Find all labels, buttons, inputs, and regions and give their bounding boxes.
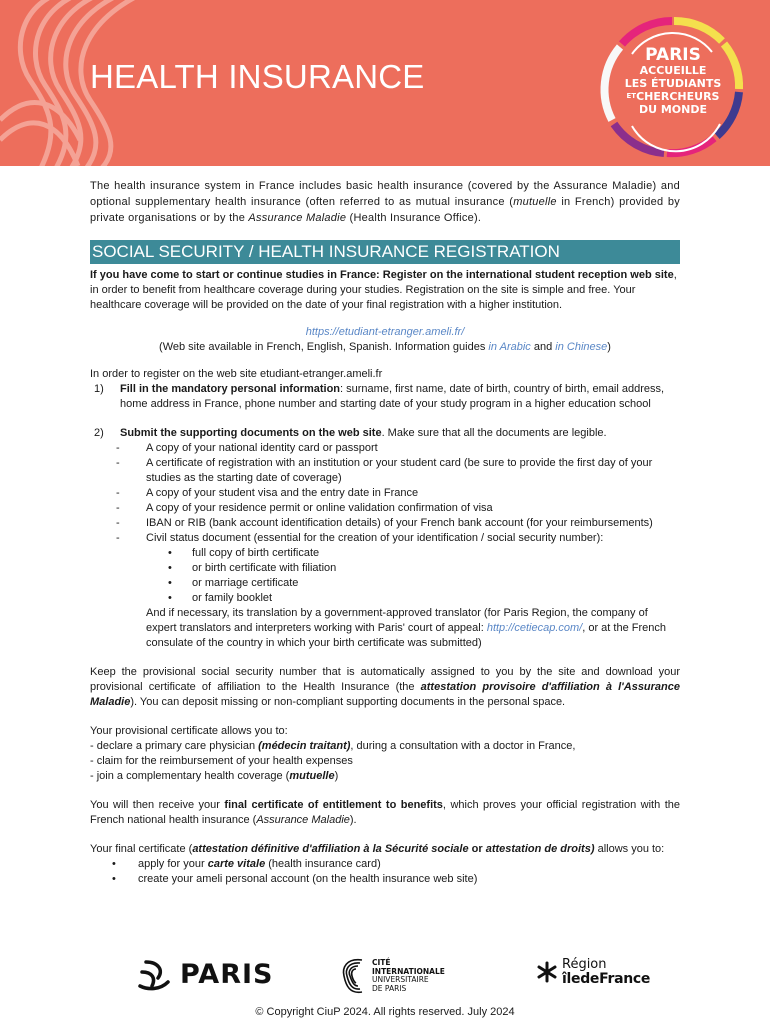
badge-line-et: ET [626,92,637,100]
guide-arabic-link[interactable]: in Arabic [488,341,531,353]
list-item: • or birth certificate with filiation [168,561,680,576]
list-item: - Civil status document (essential for the creation of your identification / social security number): • full copy of birth certificate • or birth certificate with filiation • or marriage certificate • or family booklet And if necessary, its translation by a government-approved translator (for Paris Region, the company of expert translators and interpreters working with Paris' court of appeal: http://cetiecap.com/, or at the French consulate of the country in which your birth certificate was submitted) [116,531,680,651]
header-banner [0,0,770,166]
provisional-paragraph: Keep the provisional social security number that is automatically assigned to you by the site and download your provisional certificate of affiliation to the Health Insurance (the attestation provisoire d'affiliation à l'Assurance Maladie). You can deposit missing or non-compliant supporting documents in the personal space. [90,666,681,708]
ciup-line-4: DE PARIS [372,983,407,993]
badge-line-accueille: ACCUEILLE [639,64,707,77]
ameli-website-link[interactable]: https://etudiant-etranger.ameli.fr/ [305,326,465,338]
step-1: 1) Fill in the mandatory personal information: surname, first name, date of birth, country of birth, email address, home address in France, phone number and starting date of your study program in a higher education school [94,383,665,410]
ciup-line-2: INTERNATIONALE [372,966,445,976]
region-line-1: Région [562,957,607,972]
step-1-bold: Fill in the mandatory personal information [120,383,341,395]
cetiecap-link[interactable]: http://cetiecap.com/ [486,622,583,634]
list-item: - A copy of your national identity card or passport [116,441,680,456]
final-certificate-paragraph: You will then receive your final certificate of entitlement to benefits, which proves your official registration with the French national health insurance (Assurance Maladie). [90,799,680,826]
list-item: • or marriage certificate [168,576,680,591]
page-title: HEALTH INSURANCE [90,58,425,95]
paris-logo-text: PARIS [180,958,274,990]
list-item: - declare a primary care physician (médecin traitant), during a consultation with a doctor in France, [90,740,576,752]
copyright: © Copyright CiuP 2024. All rights reserved. July 2024 [255,1006,515,1018]
badge-line-chercheurs: CHERCHEURS [636,90,720,103]
provisional-allows: Your provisional certificate allows you to: - declare a primary care physician (médecin traitant), during a consultation with a doctor in France, - claim for the reimbursement of your health expenses - join a complementary health coverage (mutuelle) [90,724,680,784]
list-item: • full copy of birth certificate [168,546,680,561]
main-content [90,178,680,887]
final-certificate-bold: final certificate of entitlement to benefits [224,799,443,811]
region-star-icon [536,961,558,983]
final-allows: Your final certificate (attestation définitive d'affiliation à la Sécurité sociale or attestation de droits) allows you to: • apply for your carte vitale (health insurance card) • create your ameli personal account (on the health insurance web site) [90,842,680,887]
list-item: • apply for your carte vitale (health insurance card) [112,857,680,872]
intro-paragraph: The health insurance system in France includes basic health insurance (covered by the Assurance Maladie) and optional supplementary health insurance (often referred to as mutual insurance (mutuelle in French) provided by private organisations or by the Assurance Maladie (Health Insurance Office). [90,180,680,224]
paris-ship-icon [136,956,172,992]
civil-status-list [146,546,680,606]
list-item: - A certificate of registration with an institution or your student card (be sure to provide the first day of your studies as the starting date of coverage) [116,456,680,486]
section-heading: SOCIAL SECURITY / HEALTH INSURANCE REGISTRATION [90,240,680,264]
lead-bold: If you have come to start or continue studies in France: Register on the international student reception web site [90,269,674,281]
website-block: https://etudiant-etranger.ameli.fr/ (Web site available in French, English, Spanish. Information guides in Arabic and in Chinese) [159,326,611,353]
badge-line-etudiants: LES ÉTUDIANTS [624,77,722,90]
footer-logos [0,952,770,1002]
step-2-bold: Submit the supporting documents on the web site [120,427,382,439]
badge-line-monde: DU MONDE [638,103,708,116]
intro-assurance-maladie: Assurance Maladie [248,212,347,224]
region-idf-logo [536,958,650,986]
list-item: - A copy of your residence permit or online validation confirmation of visa [116,501,680,516]
documents-list [90,441,680,651]
ciup-line-3: UNIVERSITAIRE [372,975,429,984]
steps-intro: In order to register on the web site etudiant-etranger.ameli.fr [90,368,383,380]
ciup-line-1: CITÉ [372,958,391,967]
paris-logo [136,956,274,992]
provisional-attestation: attestation provisoire d'affiliation à l'Assurance Maladie [90,681,681,708]
step-2: 2) Submit the supporting documents on the web site. Make sure that all the documents are legible. [94,427,607,439]
ciup-logo-icon [340,956,366,996]
list-item: • create your ameli personal account (on the health insurance web site) [112,872,680,887]
list-item: - join a complementary health coverage (mutuelle) [90,770,339,782]
list-item: - IBAN or RIB (bank account identification details) of your French bank account (for your reimbursements) [116,516,680,531]
intro-mutuelle: mutuelle [513,196,557,208]
badge-line-paris: PARIS [645,45,701,65]
paris-welcomes-badge [592,14,754,160]
translation-note: And if necessary, its translation by a government-approved translator (for Paris Region, the company of expert translators and interpreters working with Paris' court of appeal: http://cetiecap.com/, or at the French consulate of the country in which your birth certificate was submitted) [146,607,666,649]
region-line-2: îledeFrance [562,971,651,987]
list-item: • or family booklet [168,591,680,606]
lead-paragraph: If you have come to start or continue studies in France: Register on the international student reception web site, in order to benefit from healthcare coverage during your studies. Registration on the site is simple and free. Your healthcare coverage will be provided on the date of your final registration with a higher institution. [90,269,677,311]
guide-chinese-link[interactable]: in Chinese [555,341,608,353]
list-item: - claim for the reimbursement of your health expenses [90,755,353,767]
final-allows-list [90,857,680,887]
ciup-logo [340,956,445,996]
list-item: - A copy of your student visa and the entry date in France [116,486,680,501]
